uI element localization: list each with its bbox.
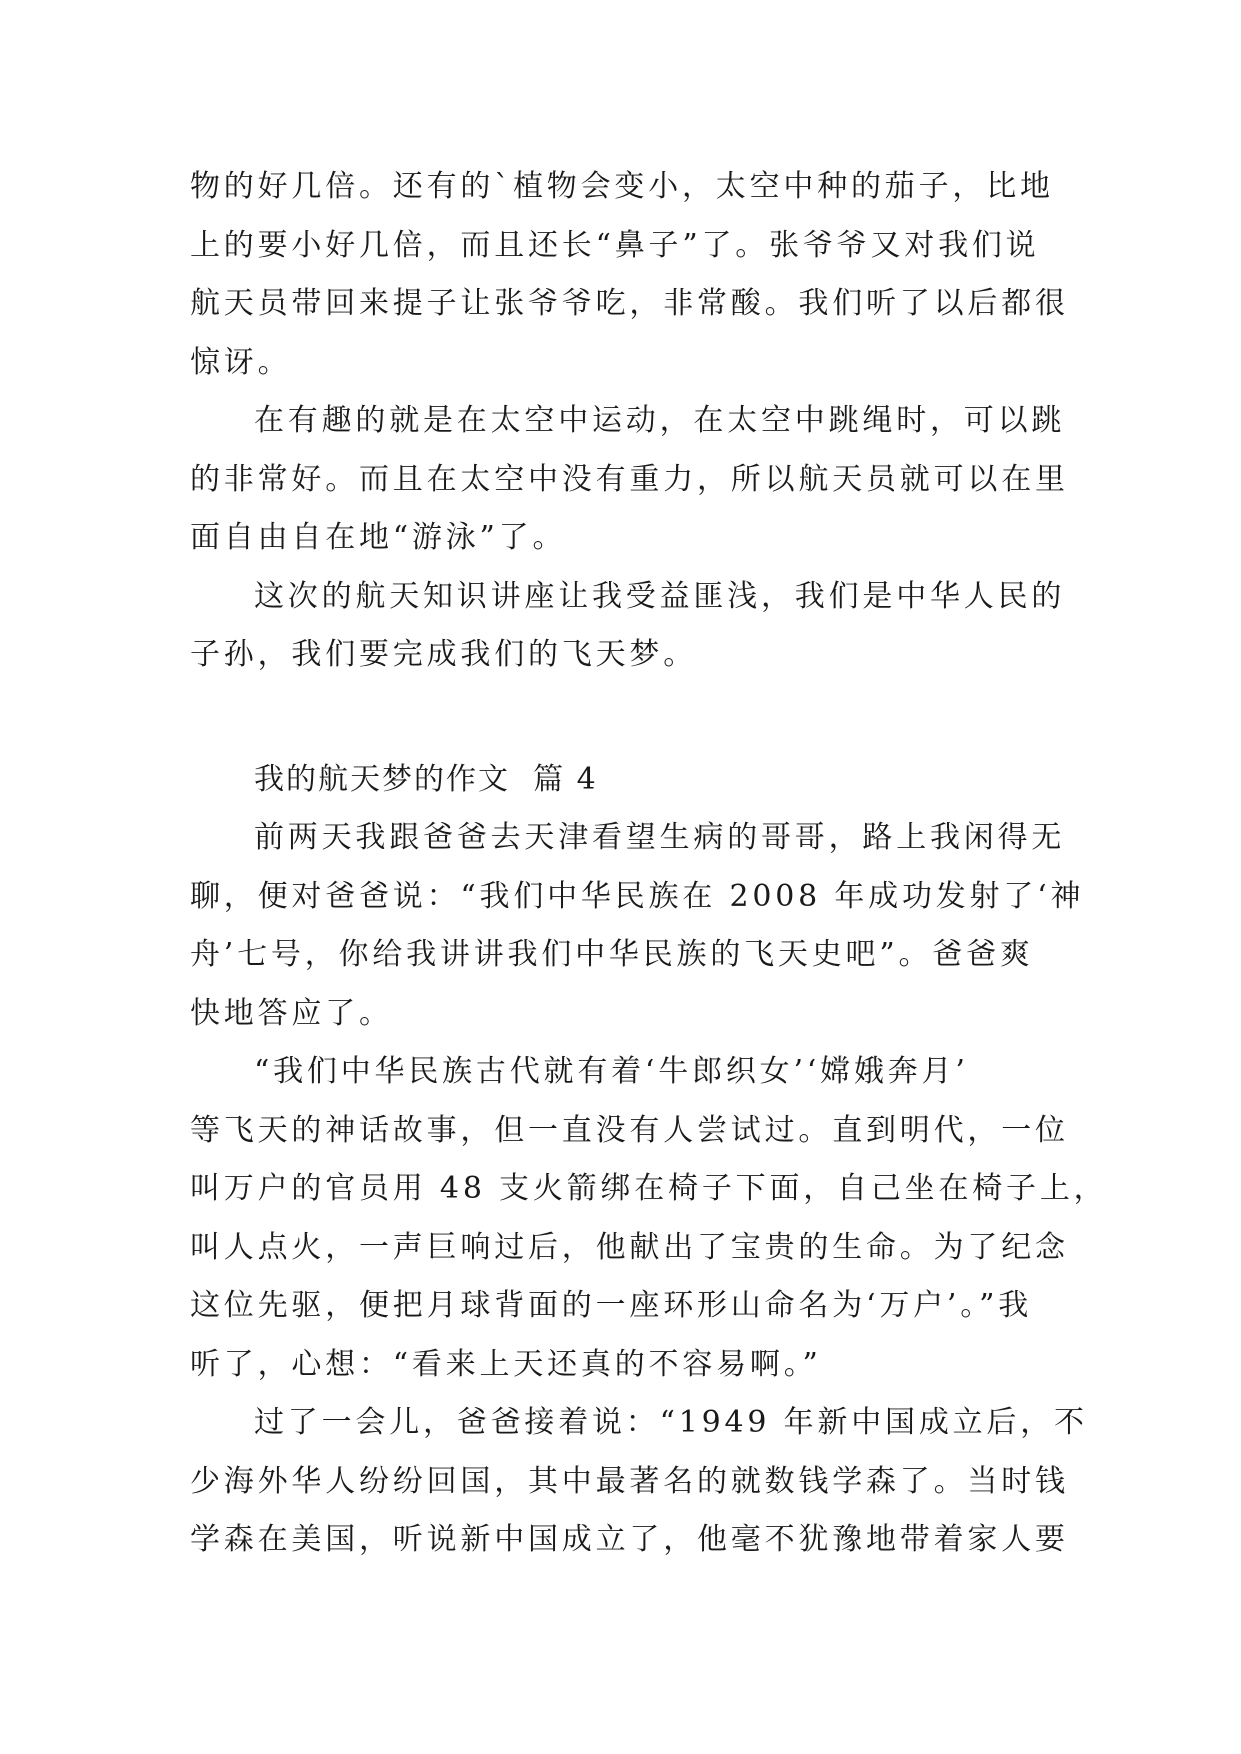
- text-line: 舟’七号，你给我讲讲我们中华民族的飞天史吧”。爸爸爽: [190, 937, 1034, 972]
- text-line: 听了，心想：“看来上天还真的不容易啊。”: [190, 1346, 822, 1382]
- text-line: 物的好几倍。还有的`植物会变小，太空中种的茄子，比地: [190, 169, 1054, 204]
- paragraph: [190, 1394, 1088, 1570]
- text-line: 这位先驱，便把月球背面的一座环形山命名为‘万户’。”我: [190, 1288, 1033, 1323]
- text-line: 少海外华人纷纷回国，其中最著名的就数钱学森了。当时钱: [190, 1463, 1069, 1499]
- text-line: 学森在美国，听说新中国成立了，他毫不犹豫地带着家人要: [190, 1522, 1069, 1557]
- text-line: 等飞天的神话故事，但一直没有人尝试过。直到明代，一位: [190, 1112, 1069, 1148]
- text-line: 子孙，我们要完成我们的飞天梦。: [190, 637, 697, 672]
- section-heading: 我的航天梦的作文 篇 4: [254, 761, 598, 797]
- text-line: 叫万户的官员用 48 支火箭绑在椅子下面，自己坐在椅子上，: [190, 1171, 1108, 1206]
- paragraph: [190, 568, 1066, 685]
- text-line: 面自由自在地“游泳”了。: [190, 520, 567, 555]
- text-line: 上的要小好几倍，而且还长“鼻子”了。张爷爷又对我们说: [190, 227, 1040, 263]
- text-line: 在有趣的就是在太空中运动，在太空中跳绳时，可以跳: [254, 403, 1066, 438]
- document-body: [190, 158, 1108, 1570]
- text-line: 前两天我跟爸爸去天津看望生病的哥哥，路上我闲得无: [254, 820, 1066, 855]
- text-line: 航天员带回来提子让张爷爷吃，非常酸。我们听了以后都很: [190, 286, 1069, 321]
- text-line: 的非常好。而且在太空中没有重力，所以航天员就可以在里: [190, 461, 1069, 497]
- text-line: “我们中华民族古代就有着‘牛郎织女’‘嫦娥奔月’: [254, 1054, 969, 1089]
- paragraph: [190, 392, 1069, 568]
- text-line: 过了一会儿，爸爸接着说：“1949 年新中国成立后，不: [254, 1405, 1088, 1440]
- paragraph: [190, 809, 1085, 1043]
- text-line: 这次的航天知识讲座让我受益匪浅，我们是中华人民的: [254, 578, 1066, 614]
- text-line: 惊讶。: [190, 344, 292, 380]
- paragraph: [190, 158, 1069, 392]
- text-line: 快地答应了。: [190, 995, 393, 1031]
- text-line: 叫人点火，一声巨响过后，他献出了宝贵的生命。为了纪念: [190, 1229, 1069, 1265]
- paragraph: [190, 1043, 1108, 1394]
- section-spacer: [190, 685, 1060, 751]
- text-line: 聊，便对爸爸说：“我们中华民族在 2008 年成功发射了‘神: [190, 878, 1085, 914]
